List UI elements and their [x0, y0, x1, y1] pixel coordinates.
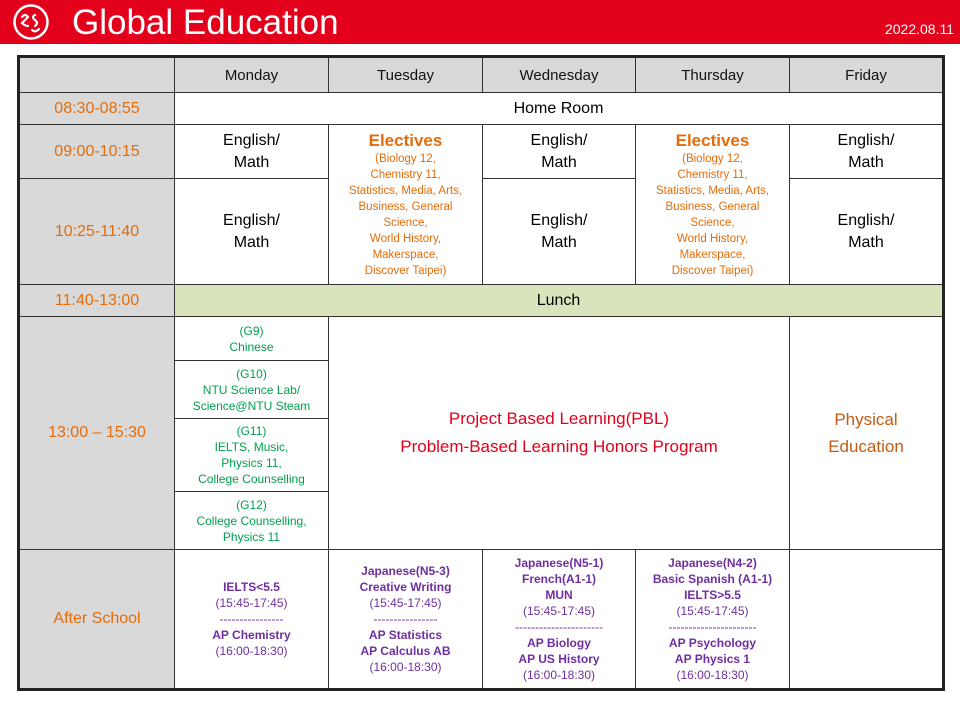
after-school-monday: IELTS<5.5 (15:45-17:45) ---------------- AP Chemistry (16:00-18:30) [175, 550, 329, 690]
electives-title: Electives [675, 130, 750, 150]
time-p2: 10:25-11:40 [19, 179, 175, 285]
english-math-cell: English/ Math [790, 179, 944, 285]
period1-row [19, 125, 944, 179]
electives-title: Electives [368, 130, 443, 150]
english-math-cell: English/ Math [483, 179, 636, 285]
grade-g11-cell: (G11) IELTS, Music, Physics 11, College Counselling [175, 419, 329, 492]
english-math-cell: English/ Math [483, 125, 636, 179]
date-label: 2022.08.11 [884, 21, 954, 37]
electives-list: (Biology 12, Chemistry 11, Statistics, Media, Arts, Business, General Science, World History, Makerspace, Discover Taipei) [655, 152, 770, 277]
time-lunch: 11:40-13:00 [19, 285, 175, 317]
time-afternoon: 13:00 – 15:30 [19, 317, 175, 550]
header-bar [0, 0, 960, 44]
lunch-cell: Lunch [175, 285, 944, 317]
after-school-thursday: Japanese(N4-2) Basic Spanish (A1-1) IELTS>5.5 (15:45-17:45) ---------------------- AP Psychology AP Physics 1 (16:00-18:30) [636, 550, 790, 690]
physical-education-cell: Physical Education [790, 317, 944, 550]
after-school-friday [790, 550, 944, 690]
electives-cell-thursday [636, 125, 790, 285]
electives-list: (Biology 12, Chemistry 11, Statistics, Media, Arts, Business, General Science, World History, Makerspace, Discover Taipei) [348, 152, 463, 277]
after-school-row [19, 550, 944, 690]
page-title: Global Education [72, 3, 339, 42]
grade-g10-cell: (G10) NTU Science Lab/ Science@NTU Steam [175, 361, 329, 419]
day-header-monday: Monday [175, 57, 329, 93]
after-school-wednesday: Japanese(N5-1) French(A1-1) MUN (15:45-17:45) ---------------------- AP Biology AP US History (16:00-18:30) [483, 550, 636, 690]
day-header-wednesday: Wednesday [483, 57, 636, 93]
english-math-cell: English/ Math [175, 125, 329, 179]
homeroom-row [19, 93, 944, 125]
grade-g9-cell: (G9) Chinese [175, 317, 329, 361]
grade-g12-cell: (G12) College Counselling, Physics 11 [175, 492, 329, 550]
pbl-cell: Project Based Learning(PBL) Problem-Based Learning Honors Program [329, 317, 790, 550]
after-school-tuesday: Japanese(N5-3) Creative Writing (15:45-17:45) ---------------- AP Statistics AP Calculus AB (16:00-18:30) [329, 550, 483, 690]
time-after-school: After School [19, 550, 175, 690]
homeroom-cell: Home Room [175, 93, 944, 125]
g9-row [19, 317, 944, 361]
logo-icon [12, 3, 50, 41]
english-math-cell: English/ Math [790, 125, 944, 179]
time-p1: 09:00-10:15 [19, 125, 175, 179]
day-header-tuesday: Tuesday [329, 57, 483, 93]
corner-cell [19, 57, 175, 93]
day-header-friday: Friday [790, 57, 944, 93]
time-homeroom: 08:30-08:55 [19, 93, 175, 125]
english-math-cell: English/ Math [175, 179, 329, 285]
day-header-thursday: Thursday [636, 57, 790, 93]
lunch-row [19, 285, 944, 317]
header-row [19, 57, 944, 93]
schedule-table [17, 55, 945, 691]
electives-cell-tuesday [329, 125, 483, 285]
